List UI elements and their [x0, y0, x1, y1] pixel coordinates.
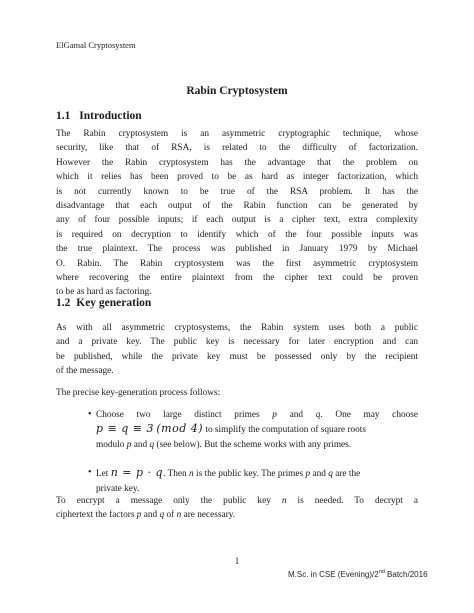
text-run: to simplify the computation of square roots	[203, 425, 366, 436]
text-run: Let	[96, 469, 111, 480]
paragraph-line: the true plaintext. The process was published in January 1979 by Michael	[56, 244, 418, 255]
footer-text: M.Sc. in CSE (Evening)/2	[288, 570, 379, 579]
paragraph-line: be published, while the private key must be possessed only by the recipient	[56, 351, 418, 362]
text-run: and	[131, 439, 150, 450]
text-run: is needed. To decrypt a	[286, 496, 418, 506]
text-run: are necessary.	[181, 510, 236, 521]
bullet-icon: •	[88, 409, 92, 420]
list-item-line	[96, 438, 418, 452]
variable-p: p	[305, 469, 311, 480]
text-run: To encrypt a message only the public key	[56, 496, 282, 506]
variable-n: n	[176, 510, 182, 521]
variable-n: n	[189, 469, 194, 480]
running-header: ElGamal Cryptosystem	[56, 40, 136, 50]
section-number: 1.2	[56, 297, 71, 309]
paragraph-line: As with all asymmetric cryptosystems, the Rabin system uses both a public	[56, 323, 418, 333]
math-modulus: n = p · q	[110, 466, 164, 480]
page-number: 1	[234, 556, 240, 566]
text-run: (see below). But the scheme works with any primes.	[154, 439, 352, 450]
variable-q: q	[149, 439, 155, 450]
text-run: and	[141, 510, 160, 521]
section-number: 1.1	[56, 110, 71, 122]
list-item-line	[96, 466, 418, 481]
footer-superscript: nd	[378, 569, 385, 575]
paragraph-line: of the message.	[56, 366, 114, 377]
text-run: is the public key. The primes	[193, 469, 306, 480]
variable-q: q	[315, 410, 321, 420]
list-item-line: private key.	[96, 483, 140, 494]
process-intro-line	[56, 386, 418, 400]
variable-q: q	[159, 510, 165, 521]
text-run: Choose two large distinct primes	[96, 410, 273, 420]
list-item	[56, 408, 418, 452]
text-run: . Then	[163, 469, 190, 480]
variable-q: q	[328, 469, 333, 480]
variable-p: p	[126, 439, 132, 450]
text-run: of	[164, 510, 177, 521]
list-item-line	[96, 422, 418, 437]
paragraph-line: any of four possible inputs; if each output is a cipher text, extra complexity	[56, 215, 418, 226]
paragraph-line: is required on decryption to identify which of the four possible inputs was	[56, 229, 418, 240]
text-run: and	[310, 469, 329, 480]
key-generation-steps	[56, 408, 418, 496]
section-heading-introduction	[56, 110, 142, 122]
section-heading-key-generation	[56, 297, 151, 309]
paragraph-line: and a private key. The public key is necessary for later encryption and can	[56, 337, 418, 348]
paragraph-line	[56, 508, 418, 522]
section-title: Key generation	[76, 297, 152, 309]
key-generation-intro	[56, 321, 418, 379]
text-run: are the	[332, 469, 361, 480]
paragraph-line: which it relies has been proved to be as hard as integer factorization, which	[56, 172, 418, 183]
paragraph-line: The precise key-generation process follows:	[56, 388, 221, 398]
variable-p: p	[136, 510, 142, 521]
paragraph-line: is not currently known to be true of the RSA problem. It has the	[56, 186, 418, 197]
text-run: . One may choose	[320, 410, 419, 420]
paragraph-line: The Rabin cryptosystem is an asymmetric cryptographic technique, whose	[56, 129, 418, 139]
variable-p: p	[272, 410, 277, 420]
math-mod: (mod 4)	[156, 422, 204, 436]
text-run: modulo	[96, 439, 127, 450]
paragraph-line: disadvantage that each output of the Rabin function can be generated by	[56, 201, 418, 212]
paragraph-line: where recovering the entire plaintext from the cipher text could be proven	[56, 273, 418, 284]
paragraph-line: However the Rabin cryptosystem has the advantage that the problem on	[56, 157, 418, 168]
list-item	[56, 466, 418, 496]
text-run: ciphertext the factors	[56, 510, 137, 521]
paragraph-line	[56, 494, 418, 508]
variable-n: n	[281, 496, 287, 506]
paragraph-line: to be as hard as factoring.	[56, 287, 152, 298]
introduction-paragraph	[56, 127, 418, 300]
footer-text: Batch/2016	[384, 570, 428, 579]
text-run: and	[276, 410, 316, 420]
document-title: Rabin Cryptosystem	[186, 85, 288, 97]
paragraph-line: O. Rabin. The Rabin cryptosystem was the first asymmetric cryptosystem	[56, 258, 418, 269]
closing-paragraph	[56, 494, 418, 523]
bullet-icon: •	[88, 467, 92, 479]
section-title: Introduction	[79, 110, 142, 122]
list-item-line	[96, 408, 418, 422]
math-congruence: p ≡ q ≡ 3	[96, 422, 155, 436]
paragraph-line: security, like that of RSA, is related to the difficulty of factorization.	[56, 143, 418, 154]
running-footer	[288, 569, 428, 579]
